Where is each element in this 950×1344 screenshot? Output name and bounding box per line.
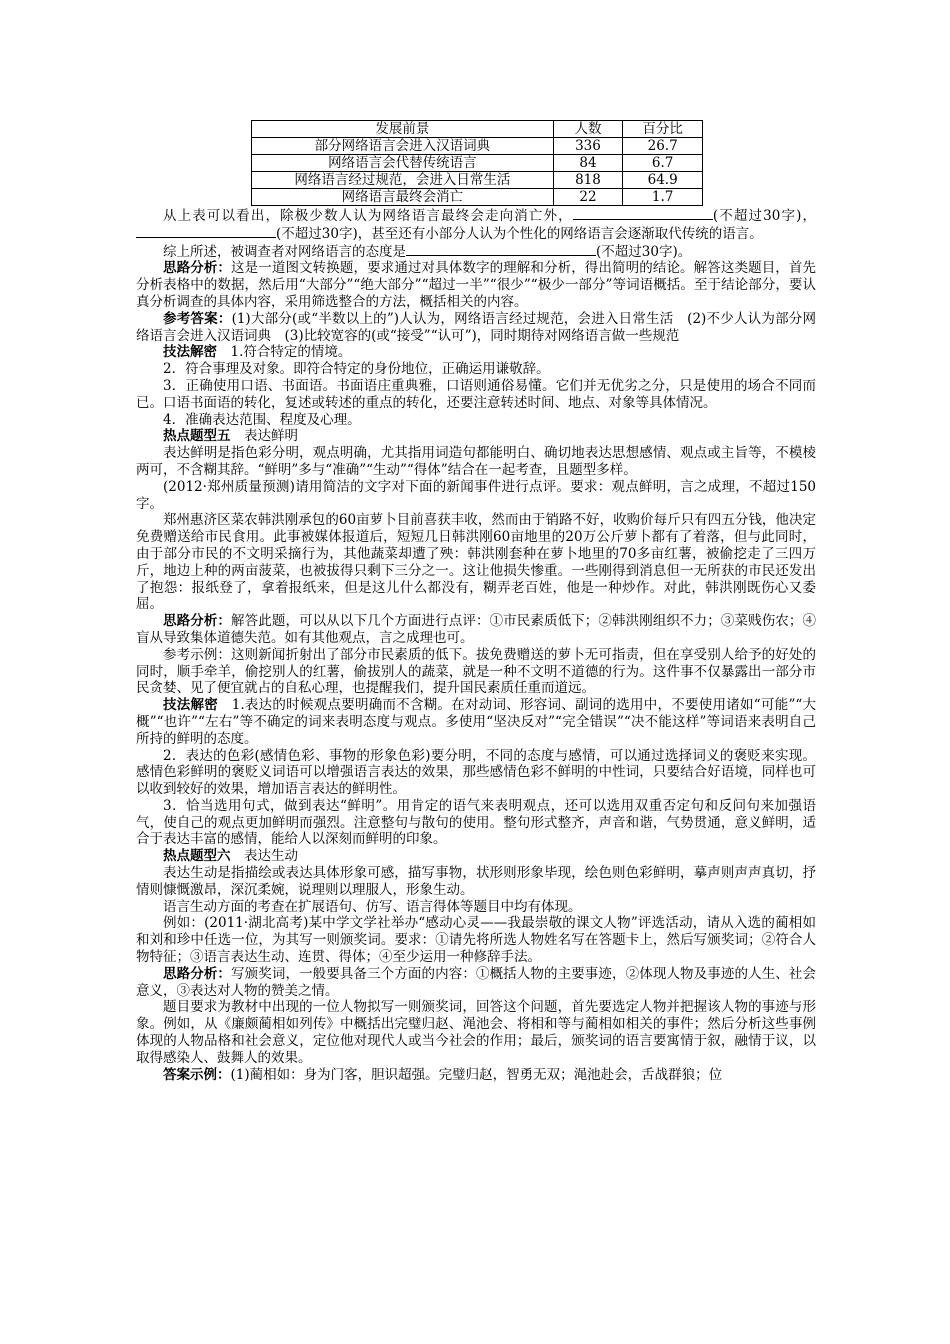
- table-header: 人数: [553, 121, 623, 138]
- answer-blank: [406, 243, 596, 256]
- tips-2-item: 3．恰当选用句式，做到表达“鲜明”。用肯定的语气来表明观点，还可以选用双重否定句和反问句来加强语气，使自己的观点更加鲜明而强烈。注意整句与散句的使用。整句形式整齐，声音和谐，气势贯通，意义鲜明，适合于表达丰富的感情，能给人以深刻而鲜明的印象。: [136, 797, 816, 848]
- document-body: [136, 207, 816, 1083]
- table-cell: 1.7: [623, 189, 703, 206]
- news-passage: 郑州惠济区菜农韩洪刚承包的60亩萝卜目前喜获丰收，然而由于销路不好，收购价每斤只有四五分钱，他决定免费赠送给市民食用。此事被媒体报道后，短短几日韩洪刚60亩地里的20万公斤萝卜都有了着落，但与此同时，由于部分市民的不文明采摘行为，其他蔬菜却遭了殃：韩洪刚套种在萝卜地里的70多亩红薯，被偷挖走了三四万斤，地边上种的两亩菠菜，也被拔得只剩下三分之一。这让他损失惨重。一些刚得到消息但一无所获的市民还发出了抱怨：报纸登了，拿着报纸来，但是这儿什么都没有，糊弄老百姓，他是一种炒作。对此，韩洪刚既伤心又委屈。: [136, 512, 816, 613]
- table-cell: 网络语言最终会消亡: [252, 189, 554, 206]
- table-cell: 网络语言会代替传统语言: [252, 155, 554, 172]
- table-cell: 网络语言经过规范，会进入日常生活: [252, 172, 554, 189]
- answer-example: 答案示例：(1)蔺相如：身为门客，胆识超强。完璧归赵，智勇无双；渑池赴会，舌战群狼；位: [163, 1066, 723, 1083]
- tips-1-item: 2．符合事理及对象。即符合特定的身份地位，正确运用谦敬辞。: [163, 361, 550, 378]
- table-row: [252, 155, 703, 172]
- tips-1-heading: 技法解密 1.符合特定的情境。: [163, 344, 352, 361]
- question-1: 从上表可以看出，除极少数人认为网络语言最终会走向消亡外， (不超过30字)，(不超过30字)，甚至还有小部分人认为个性化的网络语言会逐渐取代传统的语言。: [136, 207, 816, 243]
- table-cell: 84: [553, 155, 623, 172]
- table-cell: 26.7: [623, 138, 703, 155]
- table-cell: 64.9: [623, 172, 703, 189]
- table-cell: 336: [553, 138, 623, 155]
- section-6-intro: 表达生动是指描绘或表达具体形象可感，描写事物，状形则形象毕现，绘色则色彩鲜明，摹声则声声真切，抒情则慷慨激昂，深沉柔婉，说理则以理服人，形象生动。: [136, 865, 816, 898]
- table-cell: 818: [553, 172, 623, 189]
- tips-2-item: 2．表达的色彩(感情色彩、事物的形象色彩)要分明，不同的态度与感情，可以通过选择词义的褒贬来实现。感情色彩鲜明的褒贬义词语可以增强语言表达的效果，那些感情色彩不鲜明的中性词，只要结合好语境，同样也可以收到较好的效果，增加语言表达的鲜明性。: [136, 747, 816, 798]
- table-cell: 6.7: [623, 155, 703, 172]
- survey-table: [251, 120, 703, 206]
- section-5-heading: 热点题型五 表达鲜明: [163, 428, 298, 445]
- table-header: 发展前景: [252, 121, 554, 138]
- analysis-3: 思路分析：写颁奖词，一般要具备三个方面的内容：①概括人物的主要事迹，②体现人物及事迹的人生、社会意义，③表达对人物的赞美之情。: [136, 965, 817, 999]
- section-6-heading: 热点题型六 表达生动: [163, 848, 298, 865]
- reference-example: 参考示例：这则新闻折射出了部分市民素质的低下。拔免费赠送的萝卜无可指责，但在享受别人给予的好处的同时，顺手牵羊，偷挖别人的红薯，偷拔别人的蔬菜，就是一种不文明不道德的行为。这件事不仅暴露出一部分市民贪婪、见了便宜就占的自私心理，也提醒我们，提升国民素质任重而道远。: [136, 646, 816, 697]
- table-row: [252, 189, 703, 206]
- section-5-intro: 表达鲜明是指色彩分明，观点明确，尤其指用词造句都能明白、确切地表达思想感情、观点或主旨等，不模棱两可，不含糊其辞。“鲜明”多与“准确”“生动”“得体”结合在一起考查，且题型多样。: [136, 445, 816, 478]
- tips-1-item: 3．正确使用口语、书面语。书面语庄重典雅，口语则通俗易懂。它们并无优劣之分，只是使用的场合不同而已。口语书面语的转化，复述或转述的重点的转化，还要注意转述时间、地点、对象等具体情况。: [136, 377, 816, 411]
- table-header-row: [252, 121, 703, 138]
- reference-answer: 参考答案：(1)大部分(或“半数以上的”)人认为，网络语言经过规范，会进入日常生活 (2)不少人认为部分网络语言会进入汉语词典 (3)比较宽容的(或“接受”“认可”)，同时期待对网络语言做一些规范: [136, 310, 816, 344]
- analysis-1: 思路分析：这是一道图文转换题，要求通过对具体数字的理解和分析，得出简明的结论。解答这类题目，首先分析表格中的数据，然后用“大部分”“绝大部分”“超过一半”“很少”“极少一部分”等词语概括。至于结论部分，要认真分析调查的具体内容，采用筛选整合的方法，概括相关的内容。: [136, 260, 817, 310]
- section-5-question: (2012·郑州质量预测)请用简洁的文字对下面的新闻事件进行点评。要求：观点鲜明，言之成理，不超过150字。: [136, 478, 816, 512]
- analysis-3-detail: 题目要求为教材中出现的一位人物拟写一则颁奖词，回答这个问题，首先要选定人物并把握该人物的事迹与形象。例如，从《廉颇蔺相如列传》中概括出完璧归赵、渑池会、将相和等与蔺相如相关的事件；然后分析这些事例体现的人物品格和社会意义，定位他对现代人或当今社会的作用；最后，颁奖词的语言要寓情于叙，融情于议，以取得感染人、鼓舞人的效果。: [136, 999, 816, 1066]
- question-2: 综上所述，被调查者对网络语言的态度是 (不超过30字)。: [163, 243, 692, 260]
- table-cell: 部分网络语言会进入汉语词典: [252, 138, 554, 155]
- document-page: [136, 120, 816, 1083]
- table-cell: 22: [553, 189, 623, 206]
- answer-blank: [136, 225, 276, 238]
- section-6-question: 例如：(2011·湖北高考)某中学文学社举办“感动心灵——我最崇敬的课文人物”评选活动，请从入选的蔺相如和刘和珍中任选一位，为其写一则颁奖词。要求：①请先将所选人物姓名写在答题卡上，然后写颁奖词；②符合人物特征；③语言表达生动、连贯、得体；④至少运用一种修辞手法。: [136, 915, 816, 966]
- tips-1-item: 4．准确表达范围、程度及心理。: [163, 411, 361, 428]
- table-row: [252, 138, 703, 155]
- table-header: 百分比: [623, 121, 703, 138]
- tips-2-heading: 技法解密 1.表达的时候观点要明确而不含糊。在对动词、形容词、副词的选用中，不要使用诸如“可能”“大概”“也许”“左右”等不确定的词来表明态度与观点。多使用“坚决反对”“完全错误”“决不能这样”等词语来表明自己所持的鲜明的态度。: [136, 697, 817, 747]
- table-row: [252, 172, 703, 189]
- answer-blank: [573, 207, 713, 220]
- section-6-note: 语言生动方面的考查在扩展语句、仿写、语言得体等题目中均有体现。: [163, 898, 582, 915]
- analysis-2: 思路分析：解答此题，可以从以下几个方面进行点评：①市民素质低下；②韩洪刚组织不力；③菜贱伤农；④盲从导致集体道德失范。如有其他观点，言之成理也可。: [136, 613, 817, 646]
